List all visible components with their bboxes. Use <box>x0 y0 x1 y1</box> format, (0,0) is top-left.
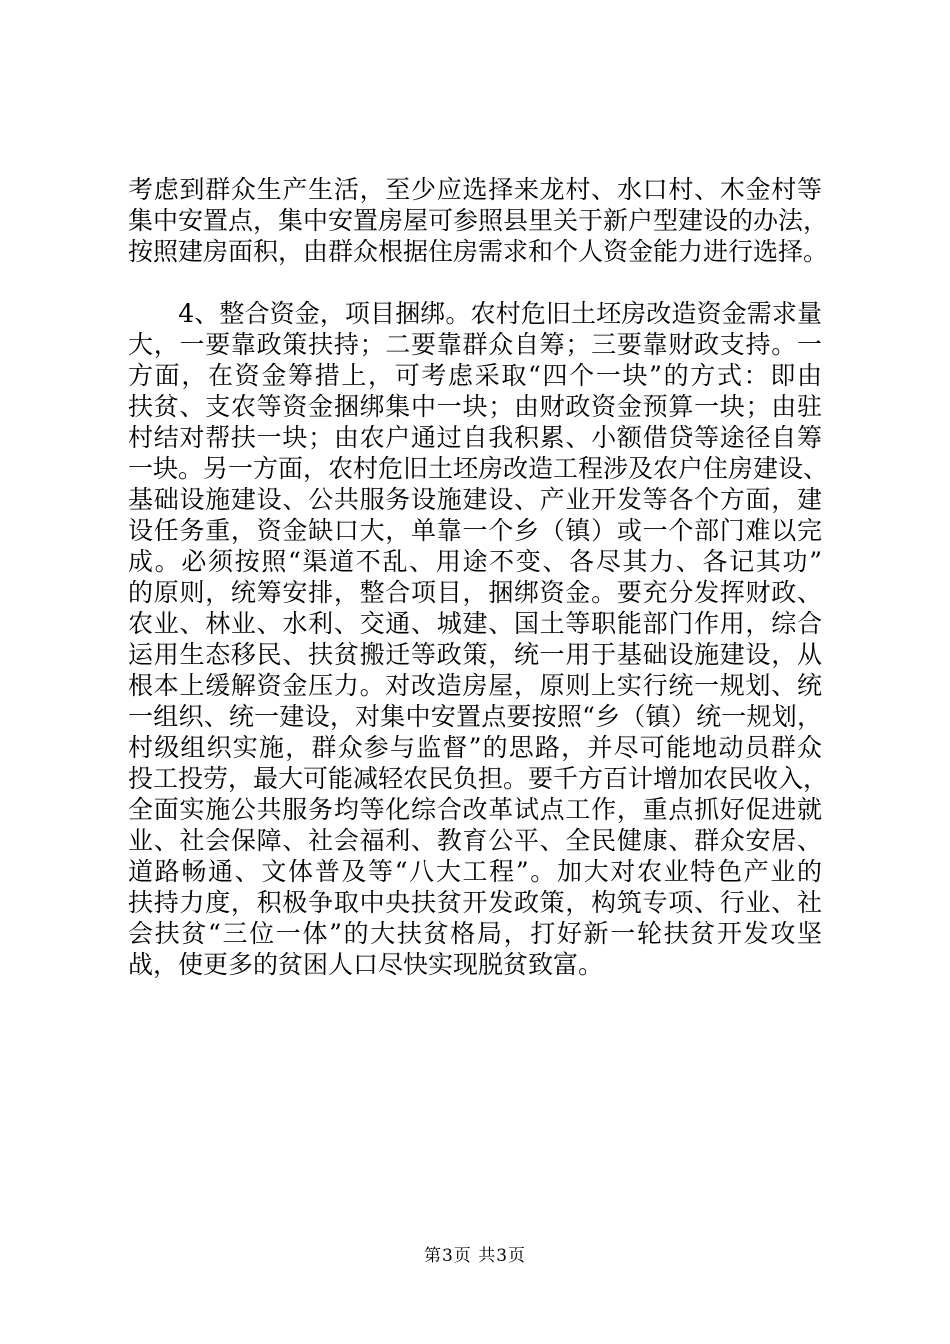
paragraph-1 <box>128 174 829 267</box>
text-line: 按照建房面积，由群众根据住房需求和个人资金能力进行选择。 <box>128 237 829 266</box>
text-line: 扶贫、支农等资金捆绑集中一块；由财政资金预算一块；由驻 <box>128 392 822 421</box>
text-line: 一组织、统一建设，对集中安置点要按照“乡（镇）统一规划， <box>128 702 822 731</box>
paragraph-spacer <box>128 267 822 298</box>
text-line: 扶持力度，积极争取中央扶贫开发政策，构筑专项、行业、社 <box>128 888 822 917</box>
text-line: 根本上缓解资金压力。对改造房屋，原则上实行统一规划、统 <box>128 671 822 700</box>
text-line: 设任务重，资金缺口大，单靠一个乡（镇）或一个部门难以完 <box>128 516 822 545</box>
text-line: 4、整合资金，项目捆绑。农村危旧土坯房改造资金需求量 <box>128 299 822 328</box>
paragraph-2 <box>128 298 829 980</box>
text-line: 农业、林业、水利、交通、城建、国土等职能部门作用，综合 <box>128 609 822 638</box>
text-line: 考虑到群众生产生活，至少应选择来龙村、水口村、木金村等 <box>128 175 822 204</box>
text-line: 集中安置点，集中安置房屋可参照县里关于新户型建设的办法， <box>128 206 829 235</box>
text-line: 基础设施建设、公共服务设施建设、产业开发等各个方面，建 <box>128 485 822 514</box>
text-line: 的原则，统筹安排，整合项目，捆绑资金。要充分发挥财政、 <box>128 578 822 607</box>
page-number-footer: 第3页 共3页 <box>423 1246 527 1266</box>
text-line: 大，一要靠政策扶持；二要靠群众自筹；三要靠财政支持。一 <box>128 330 822 359</box>
text-line: 投工投劳，最大可能减轻农民负担。要千方百计增加农民收入， <box>128 764 829 793</box>
text-line: 会扶贫“三位一体”的大扶贫格局，打好新一轮扶贫开发攻坚 <box>128 919 822 948</box>
text-line: 村结对帮扶一块；由农户通过自我积累、小额借贷等途径自筹 <box>128 423 822 452</box>
document-body <box>128 174 829 980</box>
text-line: 业、社会保障、社会福利、教育公平、全民健康、群众安居、 <box>128 826 822 855</box>
text-line: 成。必须按照“渠道不乱、用途不变、各尽其力、各记其功” <box>128 547 822 576</box>
text-line: 战，使更多的贫困人口尽快实现脱贫致富。 <box>128 950 604 979</box>
text-line: 全面实施公共服务均等化综合改革试点工作，重点抓好促进就 <box>128 795 822 824</box>
text-line: 方面，在资金筹措上，可考虑采取“四个一块”的方式：即由 <box>128 361 822 390</box>
text-line: 一块。另一方面，农村危旧土坯房改造工程涉及农户住房建设、 <box>128 454 829 483</box>
text-line: 运用生态移民、扶贫搬迁等政策，统一用于基础设施建设，从 <box>128 640 822 669</box>
text-line: 道路畅通、文体普及等“八大工程”。加大对农业特色产业的 <box>128 857 822 886</box>
text-line: 村级组织实施，群众参与监督”的思路，并尽可能地动员群众 <box>128 733 822 762</box>
